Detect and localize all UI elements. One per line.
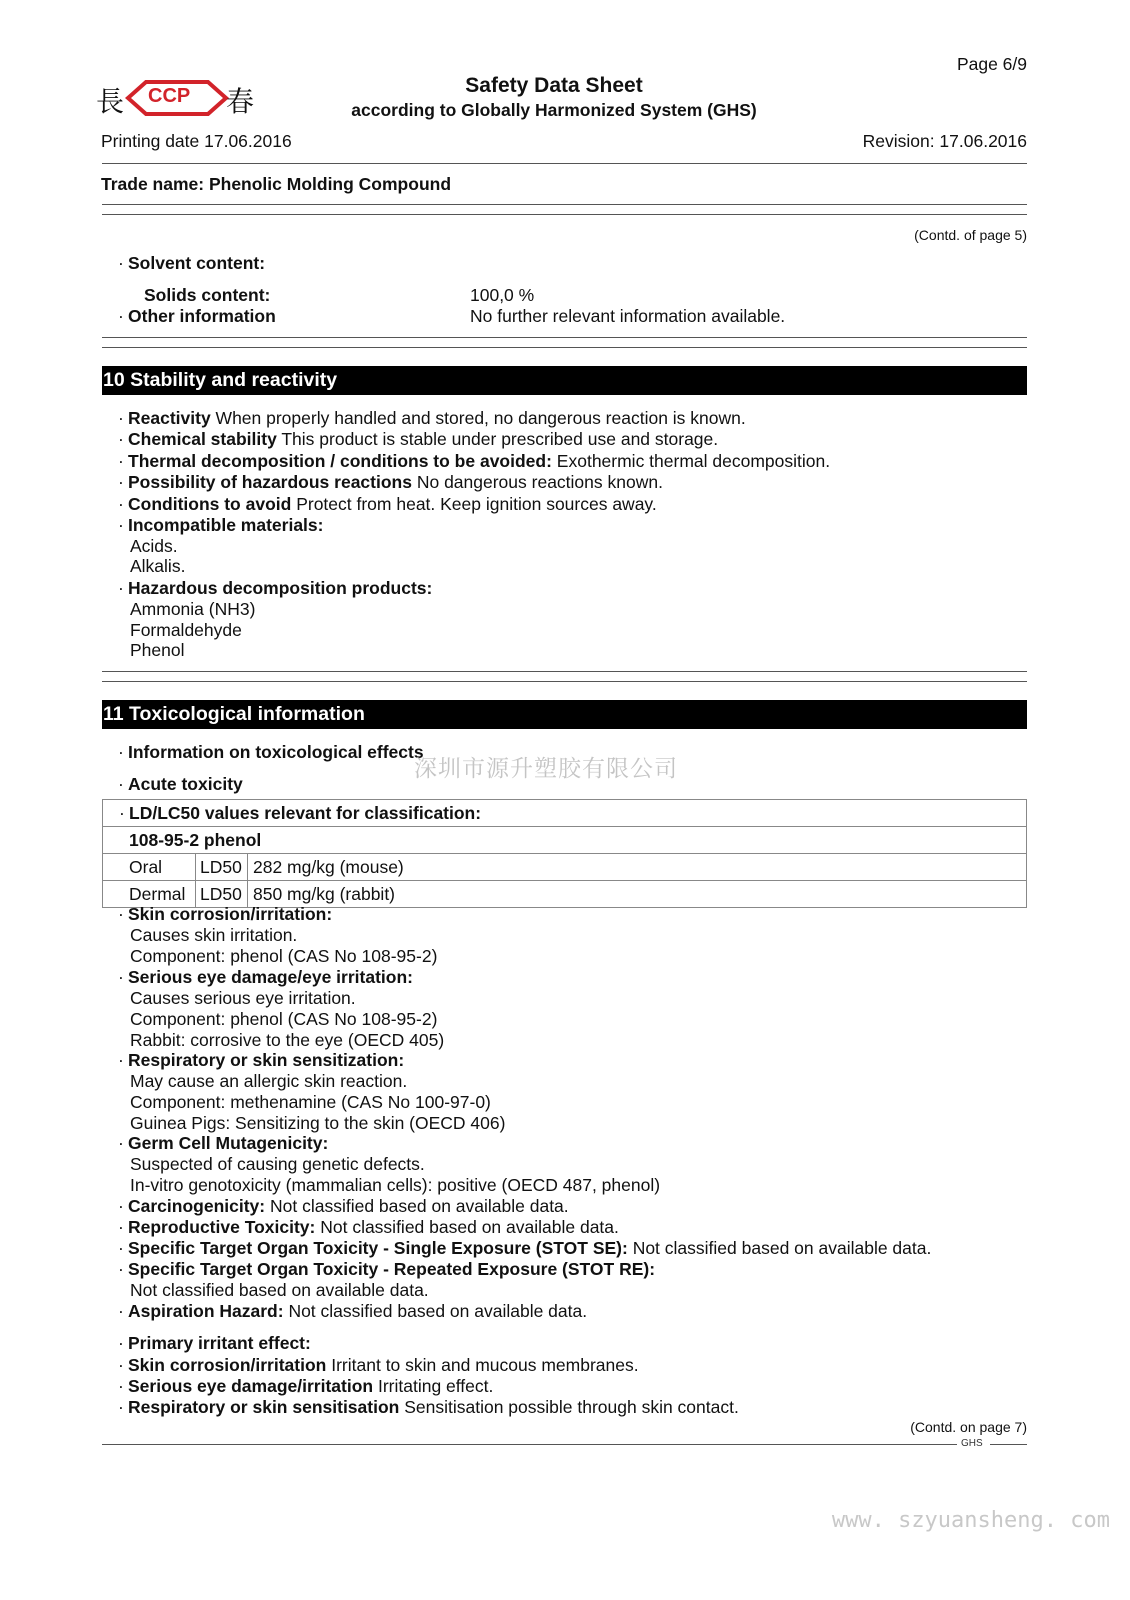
stot-re-text: Not classified based on available data. [130, 1280, 429, 1300]
table-substance-row [103, 827, 1026, 854]
footer-divider-end [990, 1444, 1027, 1445]
divider [102, 214, 1027, 215]
list-item: Alkalis. [130, 556, 186, 576]
section-10-header: 10 Stability and reactivity [102, 366, 1027, 395]
list-item: Rabbit: corrosive to the eye (OECD 405) [130, 1030, 445, 1050]
aspiration-hazard-line: · Aspiration Hazard: Not classified based on available data. [118, 1301, 588, 1321]
logo-ccp-text: CCP [148, 85, 191, 107]
document-title: Safety Data Sheet [465, 74, 643, 97]
solvent-content-label: · Solvent content: [118, 253, 266, 273]
conditions-to-avoid-line: · Conditions to avoid Protect from heat. Keep ignition sources away. [118, 494, 657, 514]
logo-left-char: 長 [96, 85, 125, 118]
reactivity-line: · Reactivity When properly handled and stored, no dangerous reaction is known. [118, 408, 746, 428]
divider [102, 337, 1027, 338]
list-item: Component: phenol (CAS No 108-95-2) [130, 946, 438, 966]
divider [102, 671, 1027, 672]
respiratory-sensitization-label: · Respiratory or skin sensitization: [118, 1050, 405, 1070]
ld-lc50-label: LD/LC50 values relevant for classification: [129, 803, 482, 823]
printing-date: Printing date 17.06.2016 [101, 131, 292, 151]
list-item: In-vitro genotoxicity (mammalian cells): positive (OECD 487, phenol) [130, 1175, 661, 1195]
divider [102, 163, 1027, 164]
table-header-row: · LD/LC50 values relevant for classification: [103, 800, 1026, 827]
value-cell: 282 mg/kg (mouse) [247, 854, 404, 880]
other-information-value: No further relevant information available. [470, 306, 786, 326]
other-information-label: · Other information [118, 306, 276, 326]
solids-content-label: Solids content: [144, 285, 271, 305]
stot-re-label: · Specific Target Organ Toxicity - Repeated Exposure (STOT RE): [118, 1259, 656, 1279]
hazardous-decomposition-label: · Hazardous decomposition products: [118, 578, 433, 598]
revision-date: Revision: 17.06.2016 [862, 131, 1027, 151]
value-cell: 850 mg/kg (rabbit) [247, 881, 395, 907]
logo-right-char: 春 [226, 85, 255, 118]
incompatible-materials-label: · Incompatible materials: [118, 515, 324, 535]
list-item: May cause an allergic skin reaction. [130, 1071, 408, 1091]
chemical-stability-line: · Chemical stability This product is stable under prescribed use and storage. [118, 429, 719, 449]
list-item: Component: methenamine (CAS No 100-97-0) [130, 1092, 491, 1112]
solids-content-value: 100,0 % [470, 285, 535, 305]
website-watermark: www. szyuansheng. com [831, 1508, 1110, 1533]
footer-divider [102, 1444, 957, 1445]
carcinogenicity-line: · Carcinogenicity: Not classified based on available data. [118, 1196, 569, 1216]
table-row [103, 854, 1026, 881]
trade-name: Trade name: Phenolic Molding Compound [101, 174, 452, 194]
toxicological-effects-label: · Information on toxicological effects [118, 742, 424, 762]
acute-toxicity-label: · Acute toxicity [118, 774, 243, 794]
ghs-label: GHS [961, 1438, 983, 1449]
substance-name: 108-95-2 phenol [129, 830, 262, 850]
continued-from: (Contd. of page 5) [914, 227, 1027, 243]
primary-eye-line: · Serious eye damage/irritation Irritating effect. [118, 1376, 494, 1396]
type-cell: LD50 [195, 854, 242, 880]
continued-on: (Contd. on page 7) [910, 1419, 1027, 1435]
page-number: Page 6/9 [956, 54, 1027, 74]
watermark-company: 深圳市源升塑胶有限公司 [414, 756, 678, 782]
divider [102, 347, 1027, 348]
divider [102, 681, 1027, 682]
list-item: Phenol [130, 640, 185, 660]
germ-cell-label: · Germ Cell Mutagenicity: [118, 1133, 329, 1153]
route-cell: Dermal [129, 884, 186, 904]
section-11-header: 11 Toxicological information [102, 700, 1027, 729]
ld-lc50-table [102, 799, 1027, 908]
divider [102, 204, 1027, 205]
list-item: Guinea Pigs: Sensitizing to the skin (OECD 406) [130, 1113, 506, 1133]
primary-respiratory-line: · Respiratory or skin sensitisation Sensitisation possible through skin contact. [118, 1397, 739, 1417]
primary-irritant-label: · Primary irritant effect: [118, 1333, 311, 1353]
reproductive-toxicity-line: · Reproductive Toxicity: Not classified based on available data. [118, 1217, 619, 1237]
list-item: Ammonia (NH3) [130, 599, 256, 619]
type-cell: LD50 [195, 881, 242, 907]
list-item: Acids. [130, 536, 178, 556]
hazardous-reactions-line: · Possibility of hazardous reactions No dangerous reactions known. [118, 472, 663, 492]
list-item: Causes skin irritation. [130, 925, 298, 945]
stot-se-line: · Specific Target Organ Toxicity - Single Exposure (STOT SE): Not classified based on available data. [118, 1238, 932, 1258]
list-item: Causes serious eye irritation. [130, 988, 356, 1008]
eye-damage-label: · Serious eye damage/eye irritation: [118, 967, 413, 987]
thermal-decomposition-line: · Thermal decomposition / conditions to be avoided: Exothermic thermal decomposition. [118, 451, 831, 471]
list-item: Formaldehyde [130, 620, 242, 640]
list-item: Suspected of causing genetic defects. [130, 1154, 425, 1174]
route-cell: Oral [129, 857, 163, 877]
skin-corrosion-label: · Skin corrosion/irritation: [118, 904, 333, 924]
list-item: Component: phenol (CAS No 108-95-2) [130, 1009, 438, 1029]
document-subtitle: according to Globally Harmonized System (GHS) [351, 100, 757, 120]
primary-skin-line: · Skin corrosion/irritation Irritant to skin and mucous membranes. [118, 1355, 639, 1375]
